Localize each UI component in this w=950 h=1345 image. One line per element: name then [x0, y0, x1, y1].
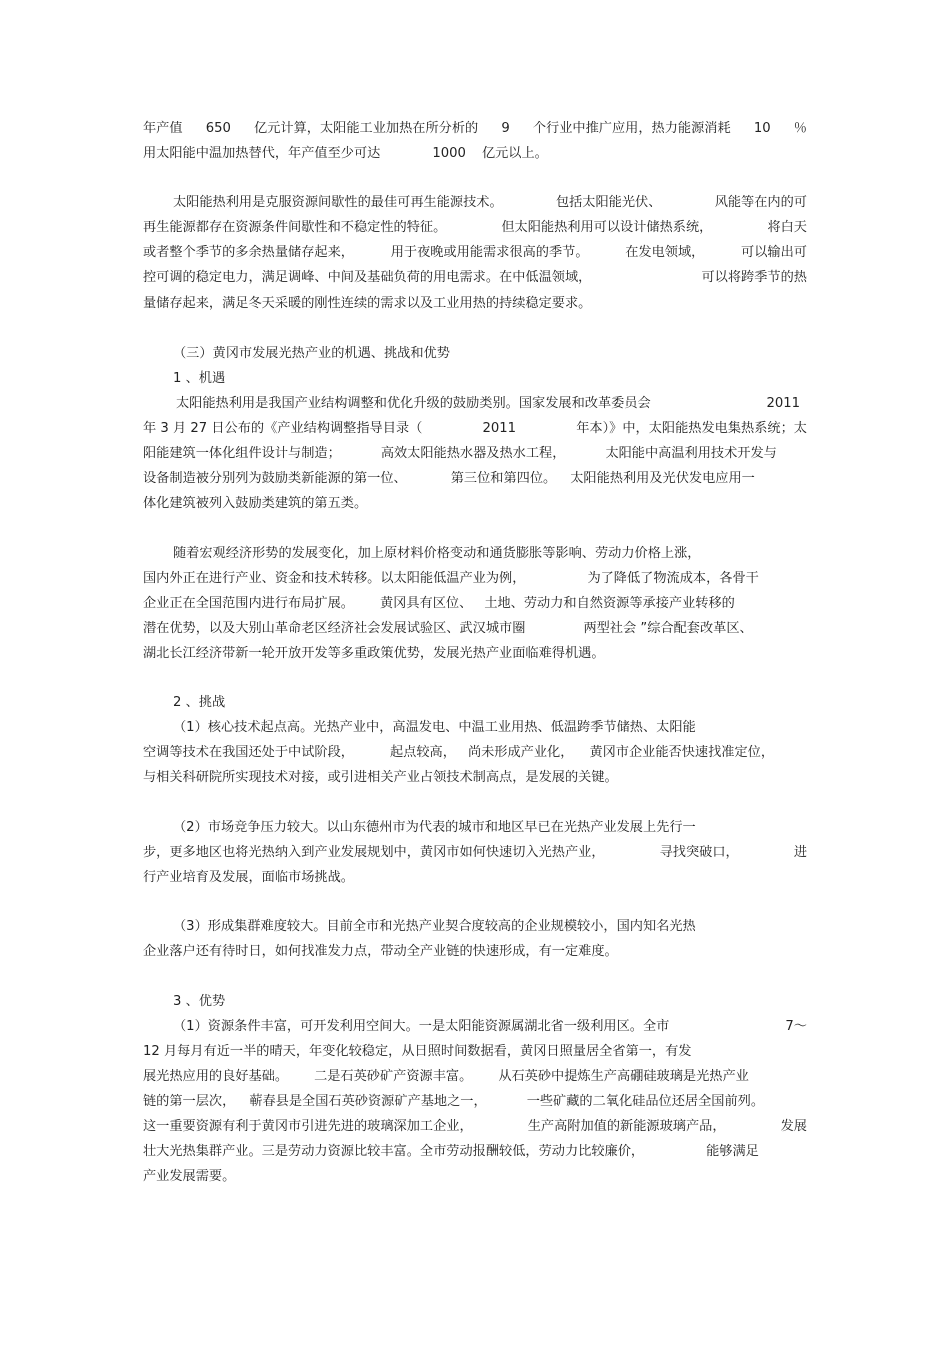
paragraph-line: 湖北长江经济带新一轮开放开发等多重政策优势，发展光热产业面临难得机遇。 — [143, 646, 605, 661]
paragraph-line: （3）形成集群难度较大。目前全市和光热产业契合度较高的企业规模较小，国内知名光热 — [173, 919, 696, 934]
paragraph-line: 潜在优势，以及大别山革命老区经济社会发展试验区、武汉城市圈 两型社会 ”综合配套改革区、 — [143, 621, 753, 636]
paragraph-line: 控可调的稳定电力，满足调峰、中间及基础负荷的用电需求。在中低温领域， 可以将跨季节的热 — [143, 270, 807, 285]
paragraph-line: 链的第一层次， 蕲春县是全国石英砂资源矿产基地之一， 一些矿藏的二氧化硅品位还居全国前列。 — [143, 1094, 765, 1109]
paragraph-line: 年 3 月 27 日公布的《产业结构调整指导目录（ 2011 年本）》中，太阳能热发电集热系统；太 — [143, 421, 807, 436]
paragraph-line: 体化建筑被列入鼓励类建筑的第五类。 — [143, 496, 368, 511]
paragraph-line: 随着宏观经济形势的发展变化，加上原材料价格变动和通货膨胀等影响、劳动力价格上涨， — [173, 546, 701, 561]
paragraph-line: 步，更多地区也将光热纳入到产业发展规划中，黄冈市如何快速切入光热产业， 寻找突破口， 进 — [143, 845, 807, 860]
paragraph-line: 产业发展需要。 — [143, 1169, 236, 1184]
paragraph-line: 年产值 650 亿元计算，太阳能工业加热在所分析的 9 个行业中推广应用，热力能源消耗 10 ％ — [143, 121, 807, 136]
paragraph-line: 企业落户还有待时日，如何找准发力点，带动全产业链的快速形成，有一定难度。 — [143, 944, 618, 959]
paragraph-line: 或者整个季节的多余热量储存起来， 用于夜晚或用能需求很高的季节。 在发电领域， 可以输出可 — [143, 245, 807, 260]
paragraph-line: 行产业培育及发展，面临市场挑战。 — [143, 870, 354, 885]
paragraph-line: 空调等技术在我国还处于中试阶段， 起点较高， 尚未形成产业化， 黄冈市企业能否快速找准定位， — [143, 745, 775, 760]
paragraph-line: 用太阳能中温加热替代，年产值至少可达 1000 亿元以上。 — [143, 146, 548, 161]
paragraph-line: 太阳能热利用是我国产业结构调整和优化升级的鼓励类别。国家发展和改革委员会 2011 — [176, 396, 800, 411]
paragraph-line: 再生能源都存在资源条件间歇性和不稳定性的特征。 但太阳能热利用可以设计储热系统， 将白天 — [143, 220, 807, 235]
paragraph-line: 这一重要资源有利于黄冈市引进先进的玻璃深加工企业， 生产高附加值的新能源玻璃产品， 发展 — [143, 1119, 807, 1134]
paragraph-line: 设备制造被分别列为鼓励类新能源的第一位、 第三位和第四位。 太阳能热利用及光伏发电应用一 — [143, 471, 755, 486]
paragraph-line: 国内外正在进行产业、资金和技术转移。以太阳能低温产业为例， 为了降低了物流成本，各骨干 — [143, 571, 759, 586]
paragraph-line: （2）市场竞争压力较大。以山东德州市为代表的城市和地区早已在光热产业发展上先行一 — [173, 820, 696, 835]
subsection-heading: 3 、优势 — [173, 994, 226, 1009]
paragraph-line: 展光热应用的良好基础。 二是石英砂矿产资源丰富。 从石英砂中提炼生产高硼硅玻璃是光热产业 — [143, 1069, 749, 1084]
paragraph-line: 阳能建筑一体化组件设计与制造； 高效太阳能热水器及热水工程， 太阳能中高温利用技术开发与 — [143, 446, 777, 461]
paragraph-line: （1）资源条件丰富，可开发利用空间大。一是太阳能资源属湖北省一级利用区。全市 7～ — [173, 1019, 807, 1034]
paragraph-line: （1）核心技术起点高。光热产业中，高温发电、中温工业用热、低温跨季节储热、太阳能 — [173, 720, 696, 735]
paragraph-line: 量储存起来，满足冬天采暖的刚性连续的需求以及工业用热的持续稳定要求。 — [143, 296, 592, 311]
paragraph-line: 企业正在全国范围内进行布局扩展。 黄冈具有区位、 土地、劳动力和自然资源等承接产业转移的 — [143, 596, 735, 611]
section-heading: （三）黄冈市发展光热产业的机遇、挑战和优势 — [173, 346, 450, 361]
paragraph-line: 与相关科研院所实现技术对接，或引进相关产业占领技术制高点，是发展的关键。 — [143, 770, 618, 785]
paragraph-line: 太阳能热利用是克服资源间歇性的最佳可再生能源技术。 包括太阳能光伏、 风能等在内的可 — [173, 195, 807, 210]
subsection-heading: 2 、挑战 — [173, 695, 226, 710]
paragraph-line: 12 月每月有近一半的晴天，年变化较稳定，从日照时间数据看，黄冈日照量居全省第一，有发 — [143, 1044, 692, 1059]
paragraph-line: 壮大光热集群产业。三是劳动力资源比较丰富。全市劳动报酬较低，劳动力比较廉价， 能够满足 — [143, 1144, 759, 1159]
subsection-heading: 1 、机遇 — [173, 371, 226, 386]
